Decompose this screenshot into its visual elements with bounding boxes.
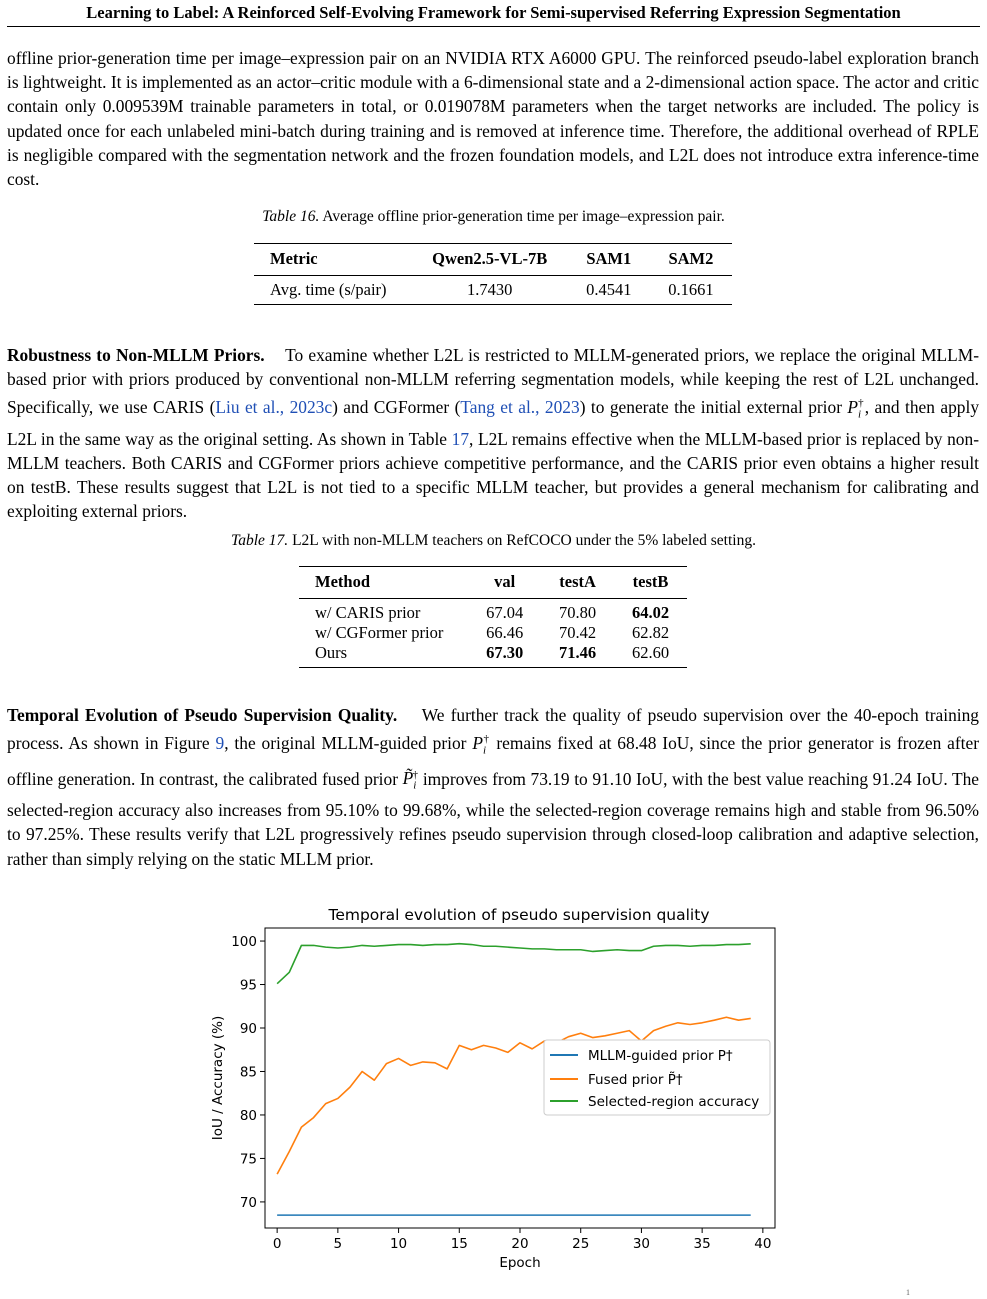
- table-row: [299, 643, 687, 668]
- table16-caption-label: Table 16.: [262, 208, 320, 225]
- y-axis-label: IoU / Accuracy (%): [210, 1015, 226, 1141]
- x-tick-label: 35: [693, 1236, 711, 1252]
- robustness-text: ) and CGFormer (: [332, 397, 461, 418]
- table-row: [299, 599, 687, 624]
- table17-header-val: val: [468, 567, 541, 599]
- temporal-heading: Temporal Evolution of Pseudo Supervision Quality.: [7, 705, 398, 725]
- table17-cell: 71.46: [541, 643, 614, 668]
- y-axis: [231, 934, 265, 1211]
- y-tick-label: 80: [239, 1107, 257, 1124]
- table16-cell: 0.4541: [568, 276, 650, 305]
- chart-title: Temporal evolution of pseudo supervision quality: [328, 906, 710, 924]
- table16-cell: 1.7430: [412, 276, 568, 305]
- robustness-text: , and then apply L2L in the same way as the original setting. As shown in Table: [7, 397, 980, 449]
- table16-cell: 0.1661: [650, 276, 732, 305]
- figure-ref-link[interactable]: 9: [215, 733, 225, 753]
- table17-header-testb: testB: [614, 567, 687, 599]
- table17-caption-label: Table 17.: [231, 532, 289, 549]
- table16-header-sam2: SAM2: [650, 244, 732, 276]
- y-tick-label: 85: [239, 1064, 257, 1081]
- table17-cell: 70.42: [559, 623, 597, 642]
- table17-cell: w/ CGFormer prior: [315, 623, 444, 642]
- table16-header-metric: Metric: [254, 244, 412, 276]
- table16: [254, 243, 732, 305]
- citation-link[interactable]: Tang et al., 2023: [460, 397, 580, 418]
- temporal-text: , the original MLLM-guided prior: [224, 733, 473, 753]
- table16-caption: [0, 207, 987, 227]
- math-prior-symbol: $P_i^\dagger$: [847, 397, 865, 421]
- table17-cell: 64.02: [631, 603, 670, 622]
- table17-caption: [0, 531, 987, 551]
- table17-cell: 62.60: [614, 643, 687, 668]
- table17-cell: 70.80: [559, 603, 597, 622]
- temporal-text: improves from 73.19 to 91.10 IoU, with the best value reaching 91.24 IoU. The selected-region accuracy also increases from 95.10% to 99.68%, while the selected-region coverage remains high and stable from 96.50% to 97.25%. These results verify that L2L progressively refines pseudo supervision through closed-loop calibration and adaptive selection, rather than simply relying on the static MLLM prior.: [7, 768, 979, 869]
- table16-caption-text: Average offline prior-generation time per image–expression pair.: [322, 208, 725, 225]
- line-chart: [200, 895, 790, 1275]
- temporal-text: remains fixed at 68.48 IoU, since the prior generator is frozen after offline generation. In contrast, the calibrated fused prior: [7, 733, 980, 789]
- paragraph-overhead-text: offline prior-generation time per image–expression pair on an NVIDIA RTX A6000 GPU. The reinforced pseudo-label exploration branch is lightweight. It is implemented as an actor–critic module with a 6-dimensional state and a 2-dimensional action space. The actor and critic contain only 0.009539M trainable parameters in total, or 0.019078M parameters when the target networks are included. The policy is updated once for each unlabeled mini-batch during training and is removed at inference time. Therefore, the additional overhead of RPLE is negligible compared with the segmentation network and the frozen foundation models, and L2L does not introduce extra inference-time cost.: [7, 48, 979, 190]
- table17-cell: w/ CARIS prior: [315, 603, 421, 622]
- running-header: Learning to Label: A Reinforced Self-Evolving Framework for Semi-supervised Referring Expression Segmentation: [7, 2, 980, 27]
- robustness-text: ) to generate the initial external prior: [579, 397, 848, 418]
- table17: [299, 566, 687, 668]
- table16-cell: Avg. time (s/pair): [254, 276, 412, 305]
- x-axis: [273, 1228, 772, 1252]
- series-line-selected-accuracy: [277, 944, 751, 984]
- y-tick-label: 70: [239, 1194, 257, 1211]
- table17-cell: 66.46: [486, 623, 524, 642]
- table17-header-method: Method: [299, 567, 468, 599]
- citation-link[interactable]: Liu et al., 2023c: [215, 397, 333, 418]
- table16-header-sam1: SAM1: [568, 244, 650, 276]
- page-footer-mark: 1: [906, 1288, 910, 1297]
- table17-caption-text: L2L with non-MLLM teachers on RefCOCO under the 5% labeled setting.: [292, 532, 756, 549]
- table-row: [299, 623, 687, 643]
- table17-header-testa: testA: [541, 567, 614, 599]
- x-axis-label: Epoch: [499, 1255, 541, 1271]
- y-tick-label: 75: [239, 1151, 257, 1168]
- table17-cell: 62.82: [631, 623, 670, 642]
- y-tick-label: 95: [239, 977, 257, 994]
- x-tick-label: 25: [572, 1236, 590, 1252]
- temporal-text: We further track the quality of pseudo supervision over the 40-epoch training process. As shown in Figure: [7, 705, 980, 753]
- paragraph-temporal: [7, 703, 979, 871]
- legend-label-selected: Selected-region accuracy: [588, 1094, 760, 1110]
- y-tick-label: 90: [239, 1021, 257, 1037]
- x-tick-label: 10: [389, 1236, 408, 1252]
- x-tick-label: 5: [333, 1236, 343, 1252]
- robustness-text: , L2L remains effective when the MLLM-based prior is replaced by non-MLLM teachers. Both CARIS and CGFormer priors achieve competitive performance, and the CARIS prior even obtains a higher result on testB. These results suggest that L2L is not tied to a specific MLLM teacher, but provides a general mechanism for calibrating and exploiting external priors.: [7, 428, 979, 522]
- paragraph-robustness: [7, 343, 979, 524]
- robustness-text: To examine whether L2L is restricted to MLLM-generated priors, we replace the original MLLM-based prior with priors produced by conventional non-MLLM referring segmentation models, while keeping the rest of L2L unchanged. Specifically, we use CARIS (: [7, 345, 979, 418]
- x-tick-label: 20: [511, 1236, 529, 1252]
- math-fused-prior-symbol: $P̃_i^\dagger$: [402, 768, 419, 792]
- x-tick-label: 15: [450, 1236, 468, 1252]
- y-tick-label: 100: [231, 934, 257, 951]
- math-prior-symbol: $P_i^\dagger$: [472, 733, 491, 757]
- x-tick-label: 40: [754, 1236, 772, 1252]
- legend-label-mllm: MLLM-guided prior P†: [588, 1048, 733, 1064]
- legend-label-fused: Fused prior P̃†: [588, 1072, 683, 1088]
- robustness-heading: Robustness to Non-MLLM Priors.: [7, 345, 265, 365]
- table16-header-qwen: Qwen2.5-VL-7B: [412, 244, 568, 276]
- table-ref-link[interactable]: 17: [451, 428, 470, 449]
- table-row: [254, 276, 732, 305]
- x-tick-label: 30: [632, 1236, 651, 1252]
- table17-cell: 67.30: [468, 643, 541, 668]
- table17-cell: Ours: [299, 643, 468, 668]
- x-tick-label: 0: [272, 1236, 282, 1252]
- paragraph-overhead: [7, 46, 979, 191]
- chart-legend: [544, 1040, 770, 1115]
- table17-cell: 67.04: [486, 603, 524, 622]
